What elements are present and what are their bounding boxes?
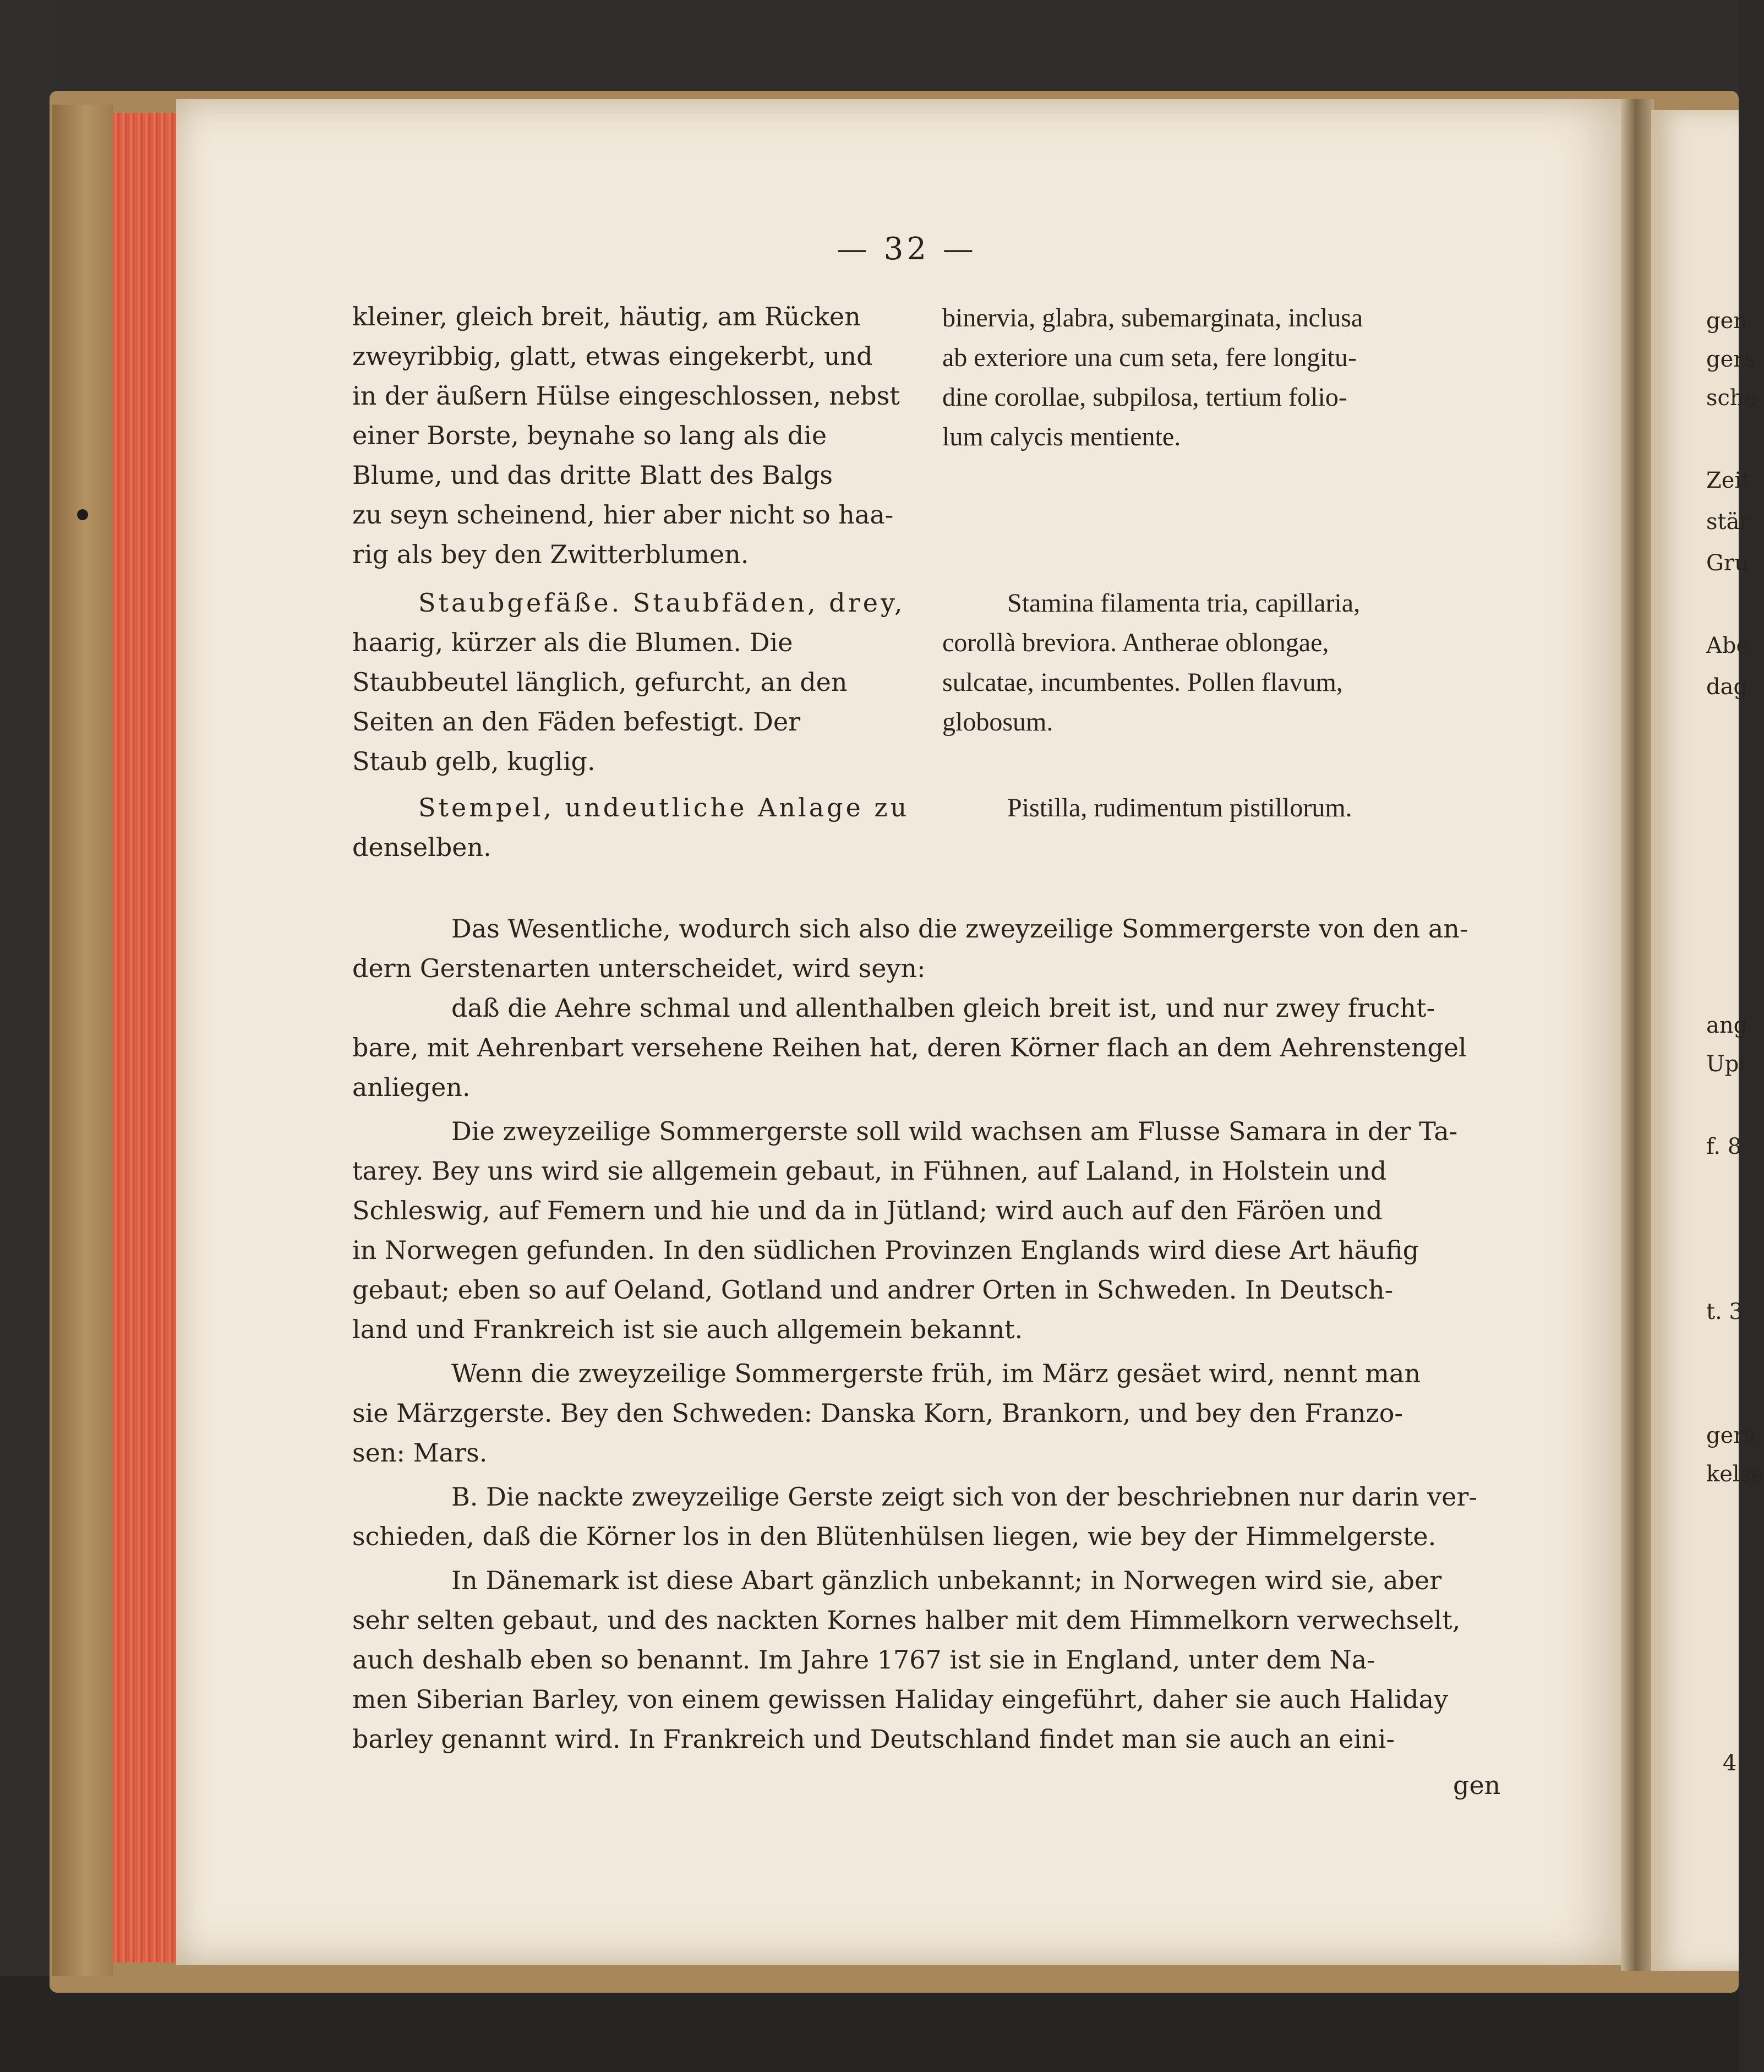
fragment: 4: [1723, 1751, 1737, 1776]
german-line: haarig, kürzer als die Blumen. Die: [352, 628, 793, 657]
latin-line: corollà breviora. Antherae oblongae,: [942, 628, 1329, 657]
body-line: barley genannt wird. In Frankreich und Deutschland findet man sie auch an eini-: [352, 1724, 1395, 1754]
german-line: in der äußern Hülse eingeschlossen, nebst: [352, 381, 900, 411]
german-line: rig als bey den Zwitterblumen.: [352, 539, 749, 569]
german-line: zweyribbig, glatt, etwas eingekerbt, und: [352, 341, 873, 371]
german-line: Seiten an den Fäden befestigt. Der: [352, 707, 801, 737]
cover-spine-edge: [52, 105, 113, 1976]
body-line: in Norwegen gefunden. In den südlichen Provinzen Englands wird diese Art häufig: [352, 1235, 1419, 1265]
german-line: zu seyn scheinend, hier aber nicht so haa-: [352, 500, 894, 530]
body-line: dern Gerstenarten unterscheidet, wird seyn:: [352, 953, 926, 983]
latin-line-heading: Pistilla, rudimentum pistillorum.: [1007, 793, 1352, 822]
latin-line: dine corollae, subpilosa, tertium folio-: [942, 383, 1347, 412]
fragment: kelse: [1706, 1462, 1764, 1487]
latin-line: binervia, glabra, subemarginata, inclusa: [942, 303, 1363, 332]
fragment: stär: [1706, 509, 1750, 535]
german-line: einer Borste, beynahe so lang als die: [352, 421, 827, 450]
latin-line: globosum.: [942, 707, 1053, 737]
fragment: gers: [1706, 347, 1755, 372]
catchword: gen: [1453, 1770, 1501, 1800]
fragment: dag: [1706, 674, 1748, 700]
fragment: Zeit: [1706, 468, 1751, 493]
fragment: Gru: [1706, 550, 1749, 576]
red-page-edges: [113, 113, 179, 1962]
latin-line: lum calycis mentiente.: [942, 422, 1181, 451]
german-line: Blume, und das dritte Blatt des Balgs: [352, 460, 833, 490]
german-line: kleiner, gleich breit, häutig, am Rücken: [352, 302, 861, 331]
body-line: land und Frankreich ist sie auch allgemein bekannt.: [352, 1315, 1023, 1344]
body-line: tarey. Bey uns wird sie allgemein gebaut, in Fühnen, auf Laland, in Holstein und: [352, 1156, 1387, 1186]
fragment: t. 3: [1706, 1299, 1743, 1324]
page-number: — 32 —: [837, 231, 977, 267]
book-gutter: [1621, 99, 1654, 1971]
body-line: Schleswig, auf Femern und hie und da in Jütland; wird auch auf den Färöen und: [352, 1196, 1383, 1225]
latin-line: sulcatae, incumbentes. Pollen flavum,: [942, 668, 1343, 697]
body-line: Wenn die zweyzeilige Sommergerste früh, im März gesäet wird, nennt man: [451, 1359, 1421, 1388]
body-line: schieden, daß die Körner los in den Blütenhülsen liegen, wie bey der Himmelgerste.: [352, 1522, 1437, 1551]
body-line: sen: Mars.: [352, 1438, 488, 1468]
body-line: gebaut; eben so auf Oeland, Gotland und andrer Orten in Schweden. In Deutsch-: [352, 1275, 1394, 1305]
fragment: sche: [1706, 385, 1757, 411]
body-line: auch deshalb eben so benannt. Im Jahre 1767 ist sie in England, unter dem Na-: [352, 1645, 1375, 1675]
fragment: gen: [1706, 308, 1748, 334]
body-line: In Dänemark ist diese Abart gänzlich unbekannt; in Norwegen wird sie, aber: [451, 1566, 1442, 1595]
body-line: anliegen.: [352, 1072, 471, 1102]
binding-hole: [77, 509, 88, 520]
body-line: men Siberian Barley, von einem gewissen Haliday eingeführt, daher sie auch Haliday: [352, 1684, 1449, 1714]
fragment: f. 8: [1706, 1134, 1742, 1159]
german-line: Staub gelb, kuglig.: [352, 746, 596, 776]
background-left: [0, 0, 52, 2072]
fragment: ang: [1706, 1013, 1748, 1038]
body-line: Das Wesentliche, wodurch sich also die zweyzeilige Sommergerste von den an-: [451, 914, 1468, 944]
body-line: Die zweyzeilige Sommergerste soll wild wachsen am Flusse Samara in der Ta-: [451, 1116, 1458, 1146]
body-line: B. Die nackte zweyzeilige Gerste zeigt sich von der beschriebnen nur darin ver-: [451, 1482, 1477, 1512]
fragment: gers: [1706, 1423, 1755, 1448]
fragment: Abe: [1706, 633, 1750, 658]
german-line-heading: Stempel, undeutliche Anlage zu: [418, 793, 910, 822]
background-top: [0, 0, 1739, 94]
body-line: daß die Aehre schmal und allenthalben gleich breit ist, und nur zwey frucht-: [451, 993, 1435, 1023]
fragment: Upl: [1706, 1051, 1746, 1077]
latin-line: ab exteriore una cum seta, fere longitu-: [942, 343, 1357, 372]
latin-line-heading: Stamina filamenta tria, capillaria,: [1007, 588, 1361, 618]
body-line: bare, mit Aehrenbart versehene Reihen hat, deren Körner flach an dem Aehrenstengel: [352, 1033, 1467, 1062]
body-line: sehr selten gebaut, und des nackten Kornes halber mit dem Himmelkorn verwechselt,: [352, 1605, 1461, 1635]
body-line: sie Märzgerste. Bey den Schweden: Danska Korn, Brankorn, und bey den Franzo-: [352, 1398, 1403, 1428]
german-line: Staubbeutel länglich, gefurcht, an den: [352, 667, 848, 697]
german-line: denselben.: [352, 832, 491, 862]
german-line-heading: Staubgefäße. Staubfäden, drey,: [418, 588, 905, 618]
